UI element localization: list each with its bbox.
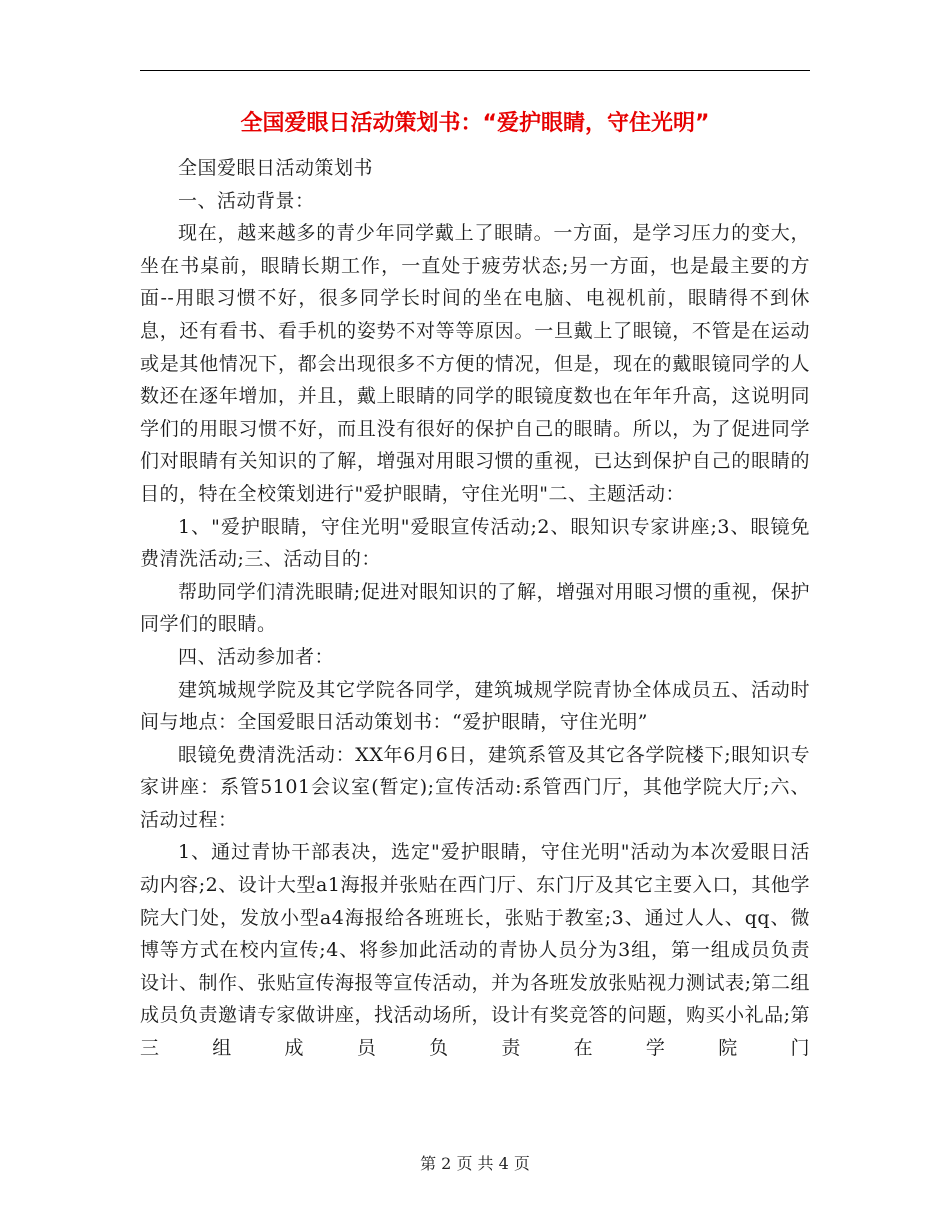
paragraph-subtitle: 全国爱眼日活动策划书 [178, 157, 374, 179]
paragraph-heading-background: 一、活动背景： [178, 189, 315, 212]
paragraph-participants: 建筑城规学院及其它学院各同学，建筑城规学院青协全体成员五、活动时间与地点：全国爱眼日活动策划书：“爱护眼睛，守住光明” [140, 678, 810, 734]
paragraph-heading-participants: 四、活动参加者： [178, 645, 335, 668]
paragraph-theme-activities: 1、"爱护眼睛，守住光明"爱眼宣传活动;2、眼知识专家讲座;3、眼镜免费清洗活动;三、活动目的： [140, 515, 810, 571]
paragraph-time-location: 眼镜免费清洗活动：XX年6月6日，建筑系管及其它各学院楼下;眼知识专家讲座：系管5101会议室(暂定);宣传活动:系管西门厅，其他学院大厅;六、活动过程： [140, 743, 810, 831]
paragraph-process: 1、通过青协干部表决，选定"爱护眼睛，守住光明"活动为本次爱眼日活动内容;2、设计大型a1海报并张贴在西门厅、东门厅及其它主要入口，其他学院大门处，发放小型a4海报给各班班长，张贴于教室;3、通过人人、qq、微博等方式在校内宣传;4、将参加此活动的青协人员分为3组，第一组成员负责设计、制作、张贴宣传海报等宣传活动，并为各班发放张贴视力测试表;第二组成员负责邀请专家做讲座，找活动场所，设计有奖竞答的问题，购买小礼品;第三组成员负责在学院门 [140, 841, 810, 1060]
header-rule [140, 70, 810, 71]
document-title: 全国爱眼日活动策划书：“爱护眼睛，守住光明” [240, 111, 710, 136]
page-footer: 第 2 页 共 4 页 [420, 1154, 530, 1173]
paragraph-purpose: 帮助同学们清洗眼睛;促进对眼知识的了解，增强对用眼习惯的重视，保护同学们的眼睛。 [140, 580, 810, 636]
paragraph-background: 现在，越来越多的青少年同学戴上了眼睛。一方面，是学习压力的变大，坐在书桌前，眼睛长期工作，一直处于疲劳状态;另一方面，也是最主要的方面--用眼习惯不好，很多同学长时间的坐在电脑、电视机前，眼睛得不到休息，还有看书、看手机的姿势不对等等原因。一旦戴上了眼镜，不管是在运动或是其他情况下，都会出现很多不方便的情况，但是，现在的戴眼镜同学的人数还在逐年增加，并且，戴上眼睛的同学的眼镜度数也在年年升高，这说明同学们的用眼习惯不好，而且没有很好的保护自己的眼睛。所以，为了促进同学们对眼睛有关知识的了解，增强对用眼习惯的重视，已达到保护自己的眼睛的目的，特在全校策划进行"爱护眼睛，守住光明"二、主题活动： [140, 222, 810, 505]
document-body [140, 152, 810, 1065]
